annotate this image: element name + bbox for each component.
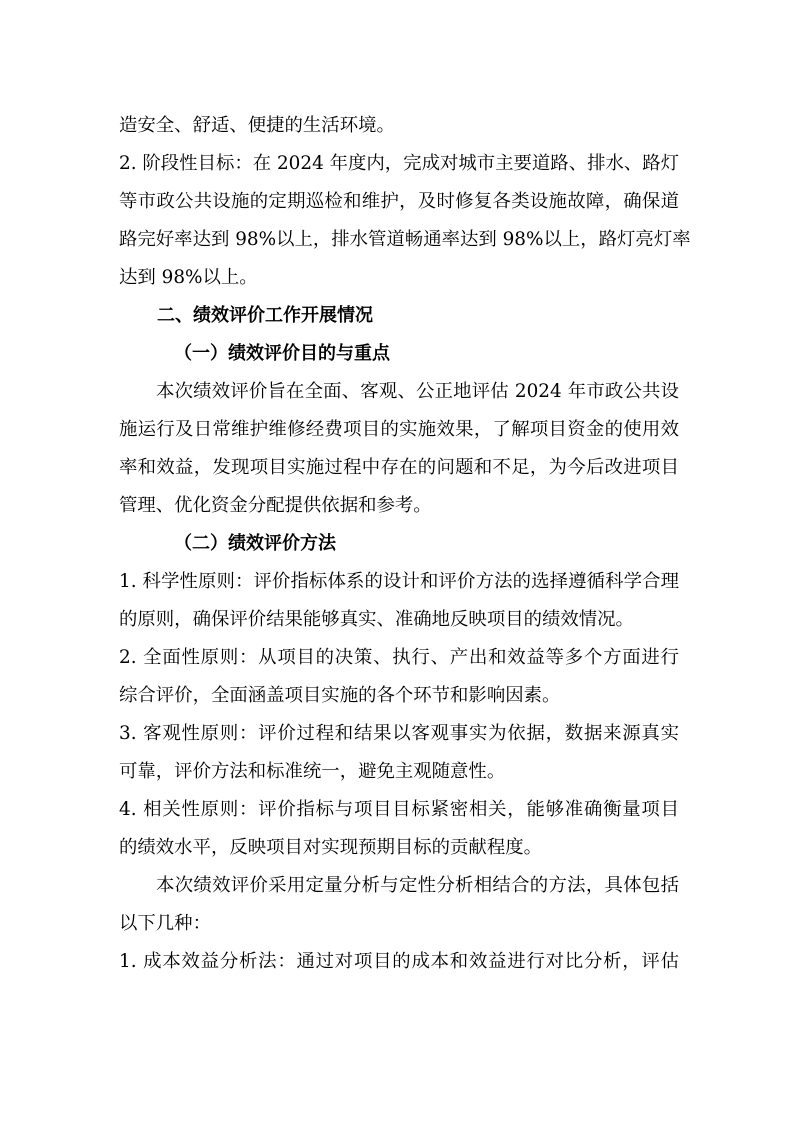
- paragraph-line: 1. 科学性原则：评价指标体系的设计和评价方法的选择遵循科学合理: [119, 571, 679, 592]
- paragraph-line: 路完好率达到 98%以上，排水管道畅通率达到 98%以上，路灯亮灯率: [119, 229, 691, 250]
- paragraph-line: 2. 阶段性目标：在 2024 年度内，完成对城市主要道路、排水、路灯: [119, 153, 680, 174]
- paragraph-line: 4. 相关性原则：评价指标与项目目标紧密相关，能够准确衡量项目: [119, 799, 679, 820]
- paragraph-line: 2. 全面性原则：从项目的决策、执行、产出和效益等多个方面进行: [119, 647, 679, 668]
- paragraph-line: 以下几种：: [119, 913, 211, 934]
- subsection-heading: （一）绩效评价目的与重点: [174, 343, 390, 364]
- paragraph-line: 管理、优化资金分配提供依据和参考。: [119, 495, 432, 516]
- paragraph-line: 造安全、舒适、便捷的生活环境。: [119, 115, 395, 136]
- paragraph-line: 等市政公共设施的定期巡检和维护，及时修复各类设施故障，确保道: [119, 191, 679, 212]
- paragraph-line: 可靠，评价方法和标准统一，避免主观随意性。: [119, 761, 506, 782]
- document-body: [119, 107, 691, 981]
- paragraph-line: 本次绩效评价采用定量分析与定性分析相结合的方法，具体包括: [156, 875, 679, 896]
- paragraph-line: 1. 成本效益分析法：通过对项目的成本和效益进行对比分析，评估: [119, 951, 679, 972]
- paragraph-line: 3. 客观性原则：评价过程和结果以客观事实为依据，数据来源真实: [119, 723, 679, 744]
- paragraph-line: 的绩效水平，反映项目对实现预期目标的贡献程度。: [119, 837, 542, 858]
- section-heading: 二、绩效评价工作开展情况: [157, 305, 373, 326]
- paragraph-line: 本次绩效评价旨在全面、客观、公正地评估 2024 年市政公共设: [156, 381, 679, 402]
- paragraph-line: 综合评价，全面涵盖项目实施的各个环节和影响因素。: [119, 685, 561, 706]
- subsection-heading: （二）绩效评价方法: [174, 533, 336, 554]
- paragraph-line: 施运行及日常维护维修经费项目的实施效果，了解项目资金的使用效: [119, 419, 679, 440]
- paragraph-line: 达到 98%以上。: [119, 267, 258, 288]
- paragraph-line: 率和效益，发现项目实施过程中存在的问题和不足，为今后改进项目: [119, 457, 679, 478]
- paragraph-line: 的原则，确保评价结果能够真实、准确地反映项目的绩效情况。: [119, 609, 634, 630]
